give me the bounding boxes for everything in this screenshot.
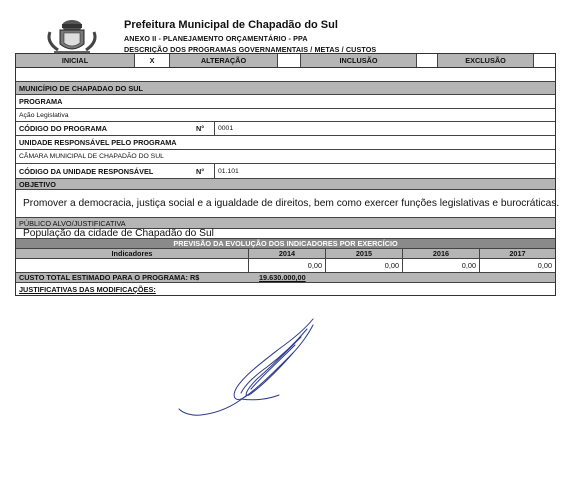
custo-value: 19.630.000,00 [259,273,306,282]
publico-value: População da cidade de Chapadão do Sul [23,227,214,239]
custo-row [16,273,555,283]
municipio-label: MUNICÍPIO DE CHAPADAO DO SUL [19,83,143,93]
codigo-unidade-n-label: N° [196,166,205,176]
objetivo-label: OBJETIVO [19,179,56,189]
unidade-label: UNIDADE RESPONSÁVEL PELO PROGRAMA [19,138,177,147]
exclusao-label: EXCLUSÃO [437,54,533,67]
year-2017: 2017 [479,249,555,258]
handwritten-signature [175,315,335,420]
alteracao-label: ALTERAÇÃO [169,54,277,67]
objetivo-value: Promover a democracia, justiça social e a igualdade de direitos, bem como exercer funções legislativas e burocráticas. [23,198,560,209]
justificativas-label: JUSTIFICATIVAS DAS MODIFICAÇÕES: [19,284,156,294]
codigo-programa-n-label: N° [196,124,205,133]
exclusao-checkbox[interactable] [533,54,555,67]
unidade-value-row [16,150,555,164]
indicadores-section-row [16,239,555,249]
unidade-value: CÂMARA MUNICIPAL DE CHAPADÃO DO SUL [19,153,164,160]
inclusao-label: INCLUSÃO [300,54,416,67]
description-title: DESCRIÇÃO DOS PROGRAMAS GOVERNAMENTAIS / METAS / CUSTOS [124,45,377,54]
custo-label: CUSTO TOTAL ESTIMADO PARA O PROGRAMA: R$ [19,273,200,282]
alteracao-checkbox[interactable] [277,54,300,67]
indicador-name-cell [16,259,248,272]
value-2014: 0,00 [248,259,325,272]
codigo-unidade-row [16,164,555,179]
blank-row [16,68,555,82]
unidade-label-row [16,136,555,150]
programa-value-row [16,109,555,122]
indicadores-section-title: PREVISÃO DA EVOLUÇÃO DOS INDICADORES POR EXERCÍCIO [173,239,398,248]
indicadores-values-row [16,259,555,273]
year-2015: 2015 [325,249,402,258]
codigo-programa-row [16,122,555,136]
municipal-coat-of-arms [46,18,98,58]
programa-label: PROGRAMA [19,97,63,106]
year-2016: 2016 [402,249,479,258]
indicadores-col-label: Indicadores [111,249,153,258]
inclusao-checkbox[interactable] [416,54,437,67]
programa-label-row [16,95,555,109]
indicadores-header-row [16,249,555,259]
publico-label: PÚBLICO ALVO/JUSTIFICATIVA [19,218,126,228]
value-2017: 0,00 [479,259,555,272]
codigo-programa-value: 0001 [214,122,555,135]
prefeitura-title: Prefeitura Municipal de Chapadão do Sul [124,19,338,31]
justificativas-row [16,283,555,295]
publico-value-row [16,229,555,239]
program-form-table [15,67,560,296]
codigo-unidade-value: 01.101 [214,164,555,178]
inicial-checkbox[interactable]: X [134,54,169,67]
codigo-unidade-label: CÓDIGO DA UNIDADE RESPONSÁVEL [19,166,154,176]
year-2014: 2014 [248,249,325,258]
municipio-row [16,82,555,95]
status-table [15,53,556,68]
objetivo-value-row [16,190,560,218]
value-2015: 0,00 [325,259,402,272]
programa-value: Ação Legislativa [19,111,69,119]
inicial-label: INICIAL [61,56,89,65]
objetivo-header-row [16,179,555,190]
annex-title: ANEXO II - PLANEJAMENTO ORÇAMENTÁRIO - PPA [124,34,308,43]
status-row [16,54,555,67]
codigo-programa-label: CÓDIGO DO PROGRAMA [19,124,107,133]
value-2016: 0,00 [402,259,479,272]
